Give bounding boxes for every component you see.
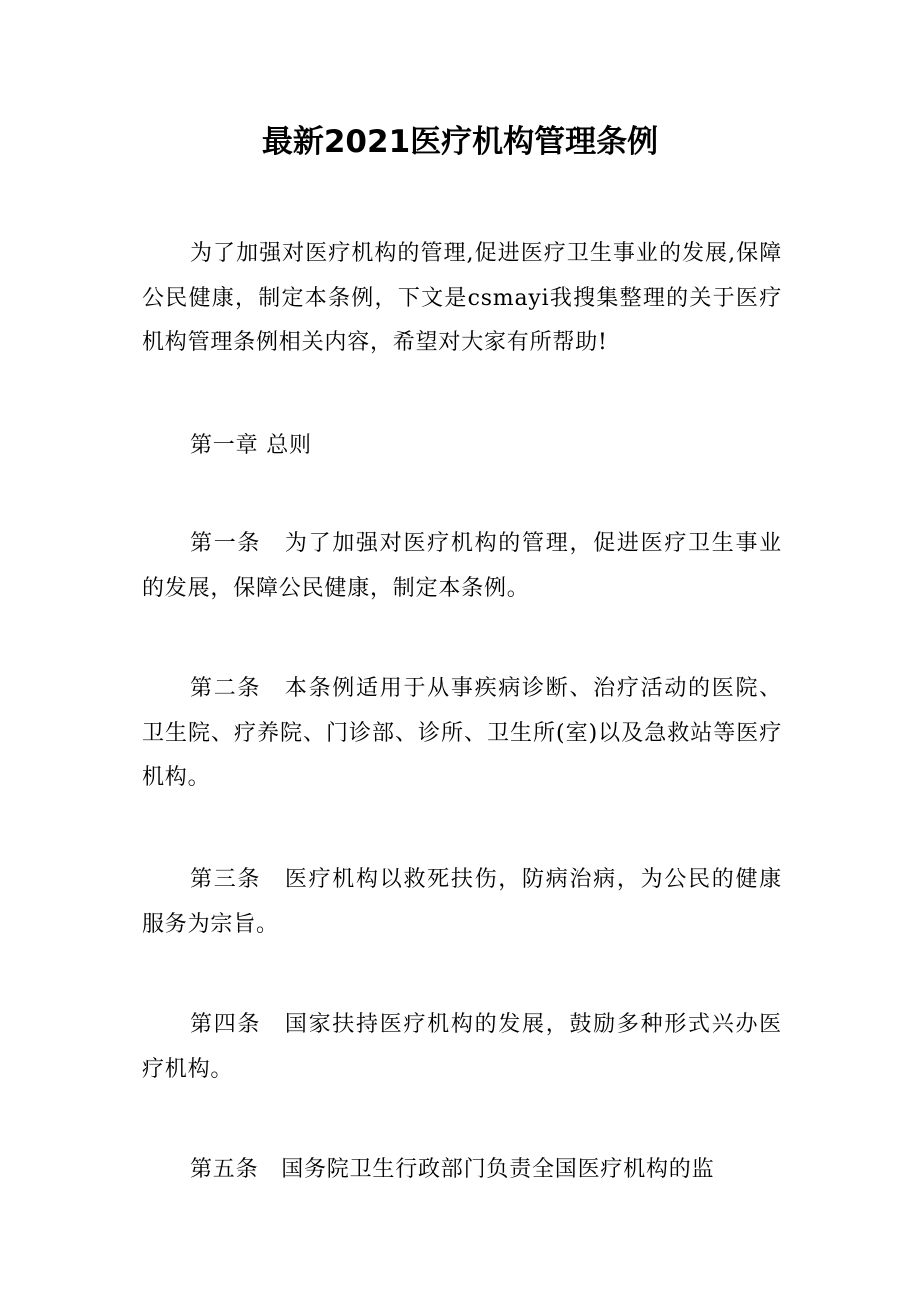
article-4-paragraph: 第四条 国家扶持医疗机构的发展，鼓励多种形式兴办医疗机构。 [142,1012,782,1082]
article-3-paragraph: 第三条 医疗机构以救死扶伤，防病治病，为公民的健康服务为宗旨。 [142,867,782,937]
chapter-heading: 第一章 总则 [190,433,312,458]
article-1-paragraph: 第一条 为了加强对医疗机构的管理，促进医疗卫生事业的发展，保障公民健康，制定本条例。 [142,531,782,601]
document-title: 最新2021医疗机构管理条例 [261,124,659,160]
article-5-paragraph: 第五条 国务院卫生行政部门负责全国医疗机构的监 [190,1157,715,1182]
article-2-paragraph: 第二条 本条例适用于从事疾病诊断、治疗活动的医院、卫生院、疗养院、门诊部、诊所、卫生所(室)以及急救站等医疗机构。 [142,676,782,790]
intro-paragraph: 为了加强对医疗机构的管理,促进医疗卫生事业的发展,保障公民健康，制定本条例，下文是csmayi我搜集整理的关于医疗机构管理条例相关内容，希望对大家有所帮助! [142,241,782,355]
